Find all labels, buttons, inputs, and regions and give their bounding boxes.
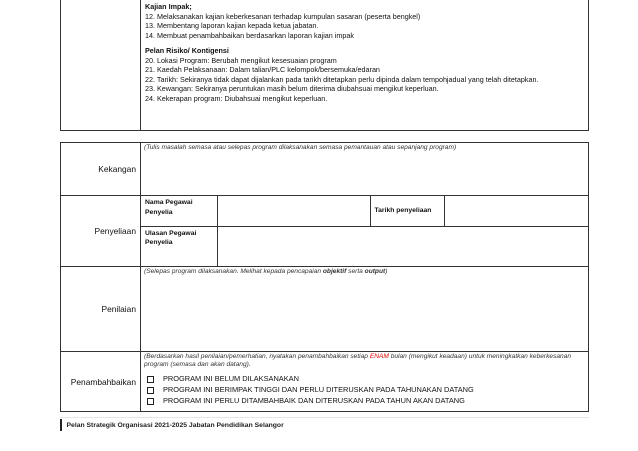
impact-item: 12. Melaksanakan kajian keberkesanan terhadap kumpulan sasaran (peserta bengkel) <box>145 11 421 21</box>
footer-divider <box>60 417 589 418</box>
ulasan-pegawai-label: Ulasan Pegawai Penyelia <box>141 226 217 266</box>
option-berimpak-tinggi[interactable]: PROGRAM INI BERIMPAK TINGGI DAN PERLU DITERUSKAN PADA TAHUNAKAN DATANG <box>147 385 584 396</box>
risk-item: 23. Kewangan: Sekiranya peruntukan masih belum diterima diubahsuai mengikut keperluan. <box>145 84 439 93</box>
nama-pegawai-field[interactable] <box>217 196 370 226</box>
penambahbaikan-label: Penambahbaikan <box>61 352 141 412</box>
penambahbaikan-options <box>141 370 588 408</box>
kekangan-row <box>61 143 589 196</box>
impact-heading: Kajian Impak; <box>145 2 192 11</box>
kekangan-field[interactable] <box>141 143 589 196</box>
impact-left-column <box>61 0 141 130</box>
penilaian-row <box>61 267 589 352</box>
tarikh-penyeliaan-label: Tarikh penyeliaan <box>370 196 444 226</box>
penambahbaikan-row <box>61 352 589 412</box>
penyeliaan-cell <box>141 196 589 267</box>
risk-item: 21. Kaedah Pelaksanaan: Dalam talian/PLC kelompok/bersemuka/edaran <box>145 65 380 74</box>
page-footer <box>60 419 284 431</box>
impact-item: 13. Membentang laporan kajian kepada ketua jabatan. <box>145 21 319 30</box>
option-belum-dilaksanakan[interactable]: PROGRAM INI BELUM DILAKSANAKAN <box>147 374 584 385</box>
risk-item: 24. Kekerapan program: Diubahsuai mengikut keperluan. <box>145 93 328 103</box>
penambahbaikan-note: (Berdasarkan hasil penilaian/pemerhatian, nyatakan penambahbaikan setiap ENAM bulan (mengikut keadaan) untuk meningkatkan keberkesanan program (semasa dan akan datang). <box>144 353 572 369</box>
penambahbaikan-field <box>141 352 589 412</box>
option-perlu-ditambahbaik[interactable]: PROGRAM INI PERLU DITAMBAHBAIK DAN DITERUSKAN PADA TAHUN AKAN DATANG <box>147 396 584 407</box>
impact-risk-box <box>60 0 589 131</box>
impact-item: 14. Membuat penambahbaikan berdasarkan laporan kajian impak <box>145 30 354 40</box>
penilaian-field[interactable] <box>141 267 589 352</box>
nama-pegawai-label: Nama Pegawai Penyelia <box>141 196 217 226</box>
kekangan-note: (Tulis masalah semasa atau selepas program dilaksanakan semasa pemantauan atau sepanjang program) <box>144 144 457 151</box>
penilaian-label: Penilaian <box>61 267 141 352</box>
kekangan-label: Kekangan <box>61 143 141 196</box>
penyeliaan-row <box>61 196 589 267</box>
checkbox-icon[interactable] <box>147 387 154 394</box>
monitoring-form-table <box>60 142 589 412</box>
penilaian-note: (Selepas program dilaksanakan. Melihat kepada pencapaian objektif serta output) <box>144 268 388 275</box>
ulasan-pegawai-field[interactable] <box>217 226 588 266</box>
checkbox-icon[interactable] <box>147 376 154 383</box>
footer-bar <box>60 419 62 431</box>
penyeliaan-label: Penyeliaan <box>61 196 141 267</box>
checkbox-icon[interactable] <box>147 398 154 405</box>
risk-item: 22. Tarikh: Sekiranya tidak dapat dijalankan pada tarikh ditetapkan perlu dipinda dalam tempohjadual yang telah ditetapkan. <box>145 74 539 84</box>
tarikh-penyeliaan-field[interactable] <box>444 196 588 226</box>
risk-item: 20. Lokasi Program: Berubah mengikut kesesuaian program <box>145 55 337 65</box>
impact-risk-content <box>145 2 586 103</box>
footer-text: Pelan Strategik Organisasi 2021-2025 Jabatan Pendidikan Selangor <box>66 421 284 429</box>
penyeliaan-subtable <box>141 196 588 266</box>
risk-heading: Pelan Risiko/ Kontigensi <box>145 46 229 55</box>
